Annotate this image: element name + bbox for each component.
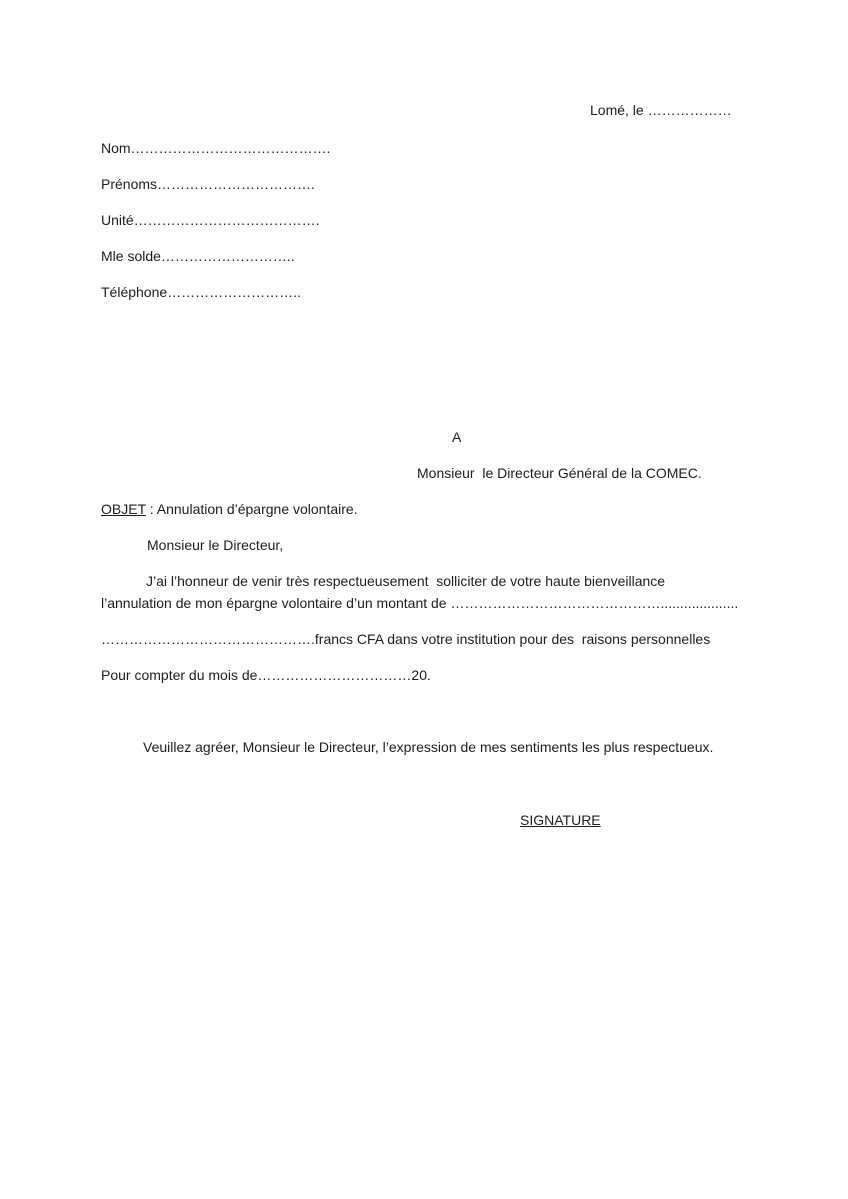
field-unite: Unité…………………………………. <box>101 212 320 228</box>
salutation-line: Monsieur le Directeur, <box>147 537 284 553</box>
signature-label: SIGNATURE <box>520 812 601 828</box>
objet-label: OBJET <box>101 501 146 517</box>
recipient-line: Monsieur le Directeur Général de la COMEC. <box>417 465 702 481</box>
field-telephone: Téléphone……………………….. <box>101 284 301 300</box>
body-line-4: Pour compter du mois de……………………………20. <box>101 667 431 683</box>
date-line: Lomé, le ……………… <box>590 102 732 118</box>
field-nom: Nom……………………………………. <box>101 140 331 156</box>
objet-line <box>101 500 358 518</box>
body-line-2: l’annulation de mon épargne volontaire d’un montant de ……………………………………….................... <box>101 595 739 611</box>
field-mle-solde: Mle solde……………………….. <box>101 248 295 264</box>
closing-line: Veuillez agréer, Monsieur le Directeur, l’expression de mes sentiments les plus respectueux. <box>143 739 714 755</box>
body-line-3: ……………………………………….francs CFA dans votre institution pour des raisons personnelles <box>101 631 711 647</box>
field-prenoms: Prénoms……………………………. <box>101 176 315 192</box>
recipient-marker: A <box>452 429 462 445</box>
objet-text: : Annulation d’épargne volontaire. <box>145 501 358 517</box>
body-line-1: J’ai l’honneur de venir très respectueusement solliciter de votre haute bienveillance <box>146 573 666 589</box>
